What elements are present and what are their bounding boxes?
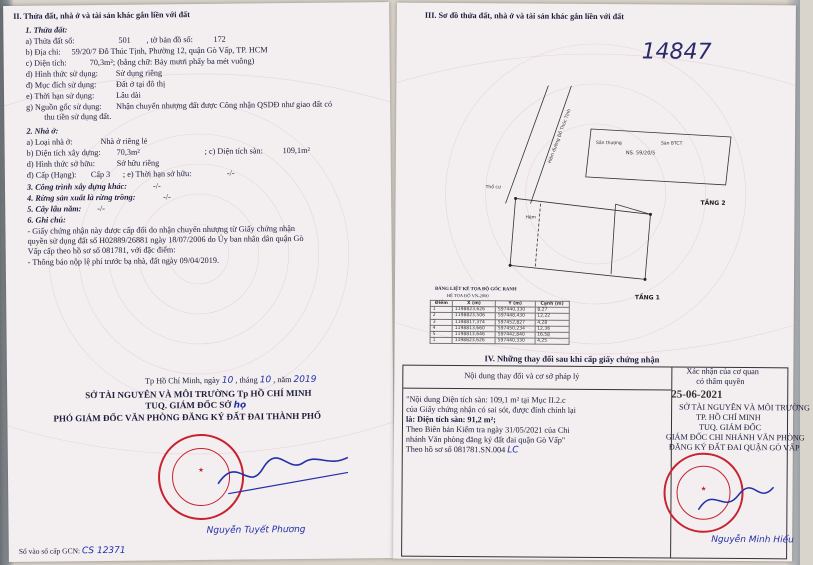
- tuq-text: TUQ. GIÁM ĐỐC SỞ: [145, 399, 232, 411]
- coord-cell: 597448,430: [495, 313, 534, 319]
- grade-label: đ) Cấp (Hạng):: [26, 170, 77, 180]
- road-label: Hẻm đường Đỗ Thúc Tịnh: [547, 108, 573, 165]
- date-prefix: Tp Hồ Chí Minh, ngày: [144, 375, 220, 386]
- address-label: b) Địa chỉ:: [25, 47, 61, 57]
- coord-cell: 597450,234: [495, 326, 534, 332]
- cert-book-number: [19, 546, 126, 557]
- coord-header-cell: Y (m): [495, 301, 534, 307]
- signature-left: [208, 442, 359, 504]
- coord-cell: 8,27: [535, 307, 570, 313]
- issue-date: [145, 375, 316, 387]
- coord-cell: 1198813,660: [452, 325, 495, 331]
- use-term-value: Lâu dài: [115, 90, 141, 100]
- official-seal-right: ★: [663, 452, 744, 533]
- coord-cell: 1198813,646: [452, 331, 495, 337]
- parcel-code-label: NS. 59/20/5: [625, 150, 656, 157]
- change-line-5: nhánh Văn phòng đăng ký đất đai quận Gò Vấp": [405, 434, 566, 445]
- issuing-department: SỞ TÀI NGUYÊN VÀ MÔI TRƯỜNG Tp HỒ CHÍ MINH: [85, 387, 312, 401]
- area-value: 70,3m²; (bằng chữ: Bảy mươi phẩy ba mét vuông): [89, 56, 255, 68]
- certificate-page-right: [393, 3, 810, 562]
- section-4-title: IV. Những thay đổi sau khi cấp giấy chứng nhận: [484, 353, 660, 365]
- changes-table: [401, 365, 788, 560]
- coord-cell: 1198823,626: [452, 307, 495, 313]
- date-year-label: , năm: [273, 375, 292, 385]
- coord-header-cell: Cạnh (m): [535, 301, 570, 307]
- signature-right: [693, 475, 783, 526]
- coord-cell: 4: [430, 325, 452, 331]
- right-dept-line-1: SỞ TÀI NGUYÊN VÀ MÔI TRƯỜNG: [679, 402, 810, 413]
- use-form-value: Sử dụng riêng: [115, 68, 163, 78]
- construction-value: -/-: [152, 181, 161, 191]
- coord-header-cell: Điểm: [430, 300, 452, 306]
- note-1-line-1: - Giấy chứng nhận này được cấp đổi do nhận chuyển nhượng từ Giấy chứng nhận: [27, 223, 296, 236]
- cert-book-label: Số vào sổ cấp GCN:: [18, 546, 81, 556]
- changes-col2-header-2: có thẩm quyền: [696, 376, 745, 387]
- note-2: - Thông báo nộp lệ phí trước bạ nhà, đất ngày 09/04/2019.: [27, 255, 220, 267]
- coord-table-subtitle: HỆ TỌA ĐỘ VN-2000: [446, 292, 489, 299]
- parcel-label: a) Thửa đất số:: [25, 36, 75, 46]
- coord-cell: 597440,330: [495, 338, 534, 344]
- coord-cell: 12,22: [535, 313, 570, 319]
- forest-label: 4. Rừng sản xuất là rừng trồng:: [27, 192, 136, 203]
- map-number: 172: [213, 34, 226, 44]
- notes-label: 6. Ghi chú:: [27, 215, 66, 225]
- certificate-page-left: [3, 2, 395, 562]
- address-value: 59/20/7 Đỗ Thúc Tịnh, Phường 12, quận Gò Vấp, TP. HCM: [71, 45, 268, 57]
- house-heading: 2. Nhà ở:: [26, 126, 59, 136]
- coord-table-title: BẢNG LIỆT KÊ TỌA ĐỘ GÓC RANH: [434, 286, 517, 293]
- coord-cell: 5: [430, 331, 452, 337]
- right-director-line-2: ĐĂNG KÝ ĐẤT ĐAI QUẬN GÒ VẤP: [668, 442, 800, 453]
- right-tuq: TUQ. GIÁM ĐỐC: [698, 422, 762, 433]
- stair-label: Sàn BTCT: [660, 141, 683, 147]
- stamp-date: 25-06-2021: [671, 388, 723, 401]
- change-handwriting: LC: [507, 445, 519, 456]
- land-heading: 1. Thửa đất:: [25, 25, 68, 35]
- change-line-3: là: Diện tích sàn: 91,2 m²;: [406, 414, 496, 425]
- area-label: c) Diện tích:: [25, 58, 67, 68]
- construction-label: 3. Công trình xây dựng khác:: [26, 181, 128, 192]
- coord-cell: 1198823,626: [452, 338, 495, 344]
- handwritten-number: 14847: [641, 39, 712, 65]
- signer-name: Nguyễn Tuyết Phương: [206, 524, 306, 536]
- coord-cell: 597452,827: [495, 319, 534, 325]
- date-month: 10: [259, 375, 272, 386]
- coord-cell: 1: [430, 307, 452, 313]
- coord-cell: 4,25: [535, 338, 570, 344]
- right-signer-name: Nguyễn Minh Hiếu: [711, 534, 794, 546]
- trees-value: -/-: [97, 203, 106, 214]
- section-3-title: III. Sơ đồ thửa đất, nhà ở và tài sản khác gắn liền với đất: [424, 10, 625, 22]
- grade-value: Cấp 3: [90, 169, 111, 180]
- map-label: , tờ bản đồ số:: [146, 35, 193, 45]
- note-1-line-2: quyền sử dụng đất số H02889/26881 ngày 18/07/2006 do Ủy ban nhân dân quận Gò: [27, 233, 304, 246]
- changes-col2-header-1: Xác nhận của cơ quan: [686, 366, 759, 377]
- coord-cell: 1: [430, 337, 452, 343]
- coord-cell: 12,36: [535, 326, 570, 332]
- origin-label: g) Nguồn gốc sử dụng:: [26, 102, 102, 112]
- neighbor-label: Thổ cư: [485, 185, 501, 191]
- coordinate-table: [430, 300, 570, 345]
- change-line-4: Theo Biên bản Kiểm tra ngày 31/05/2021 của Chi: [405, 424, 570, 435]
- alley-label: Hẻm: [525, 215, 537, 221]
- parcel-number: 501: [118, 35, 131, 45]
- change-line-2: của Giấy chứng nhận có sai sót, được đính chính lại: [406, 404, 577, 415]
- floor-1-label: TẦNG 1: [634, 294, 660, 302]
- balcony-label: Sân thượng: [595, 141, 622, 147]
- use-purpose-value: Đất ở tại đô thị: [115, 79, 166, 89]
- use-term-label: e) Thời hạn sử dụng:: [25, 91, 95, 101]
- changes-col1-header: Nội dung thay đổi và cơ sở pháp lý: [464, 371, 580, 381]
- build-area-value: 70,3m²: [116, 147, 140, 157]
- date-month-label: , tháng: [235, 375, 258, 385]
- origin-line-1: Nhận chuyển nhượng đất được Công nhận QSDĐ như giao đất có: [116, 99, 333, 111]
- origin-line-2: thu tiền sử dụng đất.: [44, 111, 112, 122]
- tuq-handwriting: họ: [233, 400, 247, 411]
- right-director-line-1: GIÁM ĐỐC CHI NHÁNH VĂN PHÒNG: [665, 432, 805, 443]
- coord-cell: 1198823,506: [452, 313, 495, 319]
- use-purpose-label: đ) Mục đích sử dụng:: [25, 80, 97, 90]
- deputy-title: PHÓ GIÁM ĐỐC VĂN PHÒNG ĐĂNG KÝ ĐẤT ĐAI THÀNH PHỐ: [53, 410, 321, 424]
- tuq-director: [145, 400, 246, 412]
- house-type-value: Nhà ở riêng lẻ: [100, 136, 148, 147]
- change-line-1: "Nội dung Diện tích sàn: 109,1 m² tại Mục II.2.c: [406, 394, 566, 405]
- coord-body: [430, 307, 569, 345]
- coord-cell: 597440,330: [495, 307, 534, 313]
- floor-area-value: 109,1m²: [282, 145, 310, 156]
- date-year: 2019: [293, 374, 317, 386]
- floor-2-label: TẦNG 2: [700, 199, 726, 207]
- coord-cell: 597442,840: [495, 332, 534, 338]
- own-form-value: Sở hữu riêng: [116, 158, 160, 168]
- official-seal-left: ★: [158, 434, 245, 521]
- cert-book-value: CS 12371: [81, 545, 126, 557]
- coord-cell: 16,58: [535, 332, 570, 338]
- use-form-label: d) Hình thức sử dụng:: [25, 69, 98, 79]
- own-term-value: -/-: [226, 168, 235, 178]
- build-area-label: b) Diện tích xây dựng:: [26, 148, 101, 158]
- note-1-line-3: Vấp cấp theo hồ sơ số 081781, với đặc điểm:: [27, 245, 176, 256]
- coord-cell: 4,28: [535, 320, 570, 326]
- date-day: 10: [221, 375, 234, 386]
- coord-cell: 3: [430, 319, 452, 325]
- change-line-6: [406, 445, 519, 456]
- forest-value: -/-: [163, 192, 171, 202]
- site-plan-diagram: [485, 73, 787, 305]
- floor-area-label: ; c) Diện tích sàn:: [204, 146, 263, 156]
- house-type-label: a) Loại nhà ở:: [26, 137, 73, 147]
- right-dept-line-2: TP. HỒ CHÍ MINH: [696, 412, 761, 423]
- coord-row: [430, 337, 569, 344]
- coord-cell: 2: [430, 313, 452, 319]
- own-term-label: ; e) Thời hạn sở hữu:: [122, 169, 192, 179]
- trees-label: 5. Cây lâu năm:: [27, 204, 82, 214]
- coord-cell: 1198817,374: [452, 319, 495, 325]
- change-file-number: Theo hồ sơ số 081781.SN.004: [405, 444, 506, 455]
- coord-header-cell: X (m): [452, 301, 495, 307]
- own-form-label: d) Hình thức sở hữu:: [26, 159, 96, 169]
- header-divider: [403, 388, 671, 391]
- section-2-title: II. Thửa đất, nhà ở và tài sản khác gắn liền với đất: [13, 10, 190, 21]
